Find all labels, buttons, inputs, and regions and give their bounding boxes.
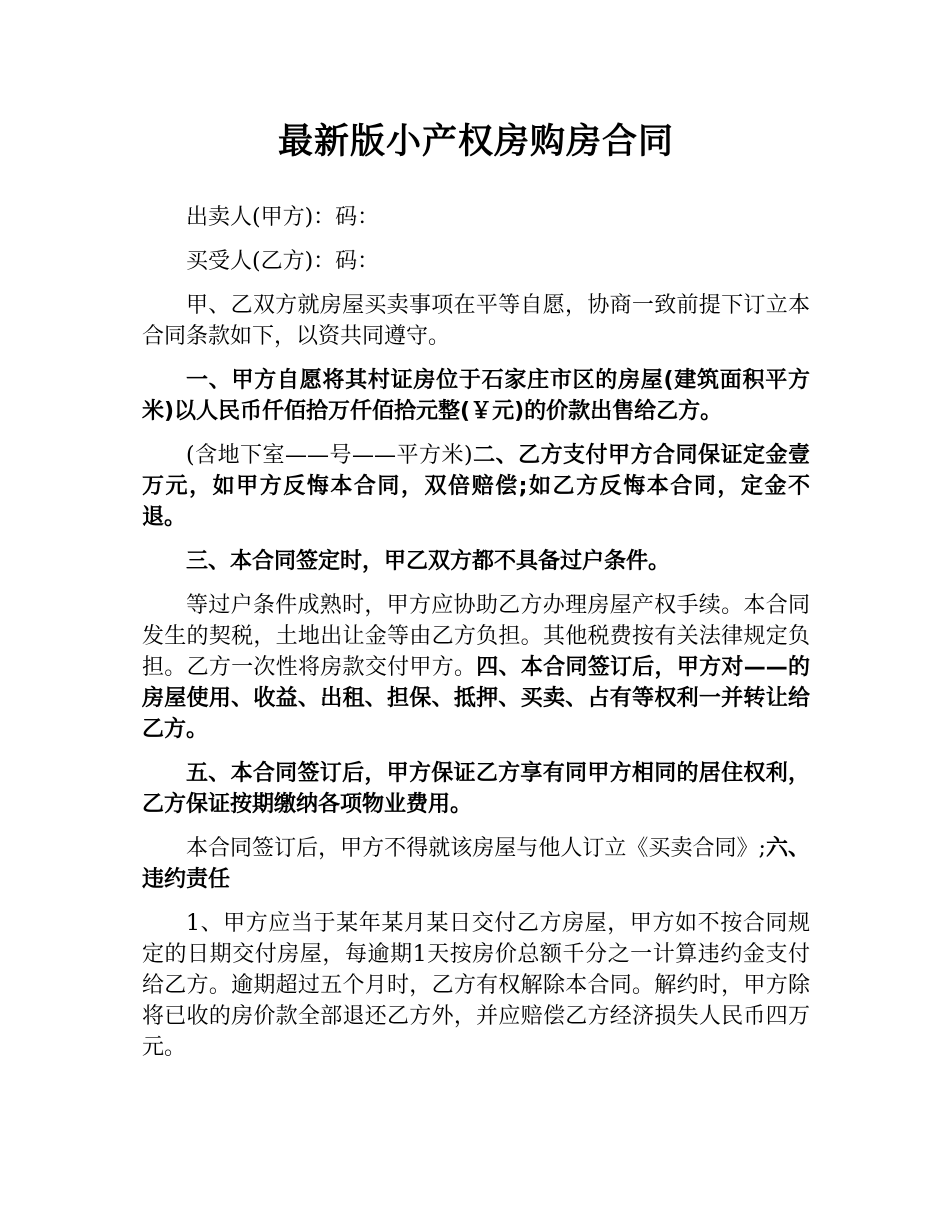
seller-line: 出卖人(甲方)：码： <box>186 205 380 230</box>
clause-2-paragraph <box>142 440 810 533</box>
no-resale-paragraph <box>142 833 810 895</box>
clause-6-heading: 六、违约责任 <box>142 836 810 892</box>
page-title: 最新版小产权房购房合同 <box>277 122 674 162</box>
clause-2-prefix: (含地下室——号——平方米) <box>186 443 473 468</box>
clause-5: 五、本合同签订后，甲方保证乙方享有同甲方相同的居住权利，乙方保证按期缴纳各项物业费用。 <box>142 761 810 817</box>
transfer-paragraph <box>142 590 810 745</box>
transfer-text: 等过户条件成熟时，甲方应协助乙方办理房屋产权手续。本合同发生的契税，土地出让金等由乙方负担。其他税费按有关法律规定负担。乙方一次性将房款交付甲方。 <box>142 593 810 680</box>
buyer-line: 买受人(乙方)：码： <box>186 249 380 274</box>
clause-1: 一、甲方自愿将其村证房位于石家庄市区的房屋(建筑面积平方米)以人民币仟佰拾万仟佰拾元整(￥元)的价款出售给乙方。 <box>142 368 810 424</box>
clause-3: 三、本合同签定时，甲乙双方都不具备过户条件。 <box>186 549 671 574</box>
intro-paragraph: 甲、乙双方就房屋买卖事项在平等自愿，协商一致前提下订立本合同条款如下，以资共同遵守。 <box>142 293 810 349</box>
liability-item-1: 1、甲方应当于某年某月某日交付乙方房屋，甲方如不按合同规定的日期交付房屋，每逾期1天按房价总额千分之一计算违约金支付给乙方。逾期超过五个月时，乙方有权解除本合同。解约时，甲方除将已收的房价款全部退还乙方外，并应赔偿乙方经济损失人民币四万元。 <box>142 911 810 1060</box>
clause-2: 二、乙方支付甲方合同保证定金壹万元，如甲方反悔本合同，双倍赔偿;如乙方反悔本合同，定金不退。 <box>142 443 810 530</box>
clause-4: 四、本合同签订后，甲方对——的房屋使用、收益、出租、担保、抵押、买卖、占有等权利一并转让给乙方。 <box>142 655 810 742</box>
contract-page <box>142 118 810 1076</box>
no-resale-text: 本合同签订后，甲方不得就该房屋与他人订立《买卖合同》; <box>186 836 766 861</box>
